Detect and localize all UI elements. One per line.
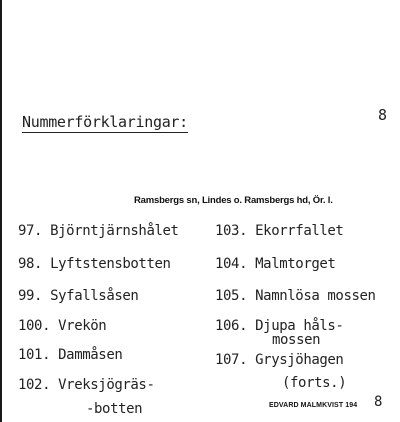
entry-100: 100. Vrekön: [18, 318, 107, 334]
entry-97: 97. Björntjärnshålet: [18, 223, 179, 239]
entry-105: 105. Namnlösa mossen: [215, 288, 376, 304]
page-number: 8: [378, 106, 388, 124]
entry-106-continued: mossen: [272, 332, 321, 348]
footer-number: 8: [374, 394, 383, 410]
card-left-edge: [0, 0, 2, 422]
entry-106: 106. Djupa håls-: [215, 318, 344, 334]
entry-102: 102. Vreksjögräs-: [18, 377, 155, 393]
parish-line: Ramsbergs sn, Lindes o. Ramsbergs hd, Ör. l.: [134, 195, 333, 206]
card-heading: Nummerförklaringar:: [22, 113, 188, 131]
printer-imprint: EDVARD MALMKVIST 194: [269, 402, 358, 409]
entry-107: 107. Grysjöhagen: [215, 352, 344, 368]
entry-102-continued: -botten: [86, 401, 143, 417]
entry-103: 103. Ekorrfallet: [215, 223, 344, 239]
entry-99: 99. Syfallsåsen: [18, 288, 139, 304]
entry-104: 104. Malmtorget: [215, 256, 336, 272]
entry-98: 98. Lyftstensbotten: [18, 256, 171, 272]
forts-note: (forts.): [282, 375, 347, 391]
entry-101: 101. Dammåsen: [18, 347, 123, 363]
